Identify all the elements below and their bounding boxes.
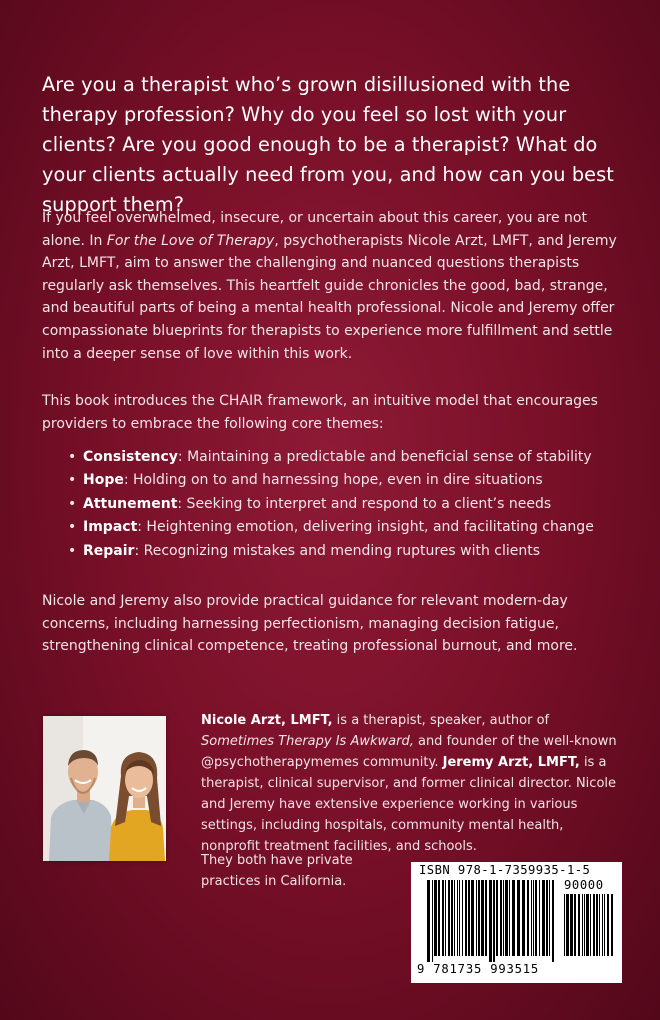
- barcode-bar: [471, 880, 474, 956]
- barcode-bar: [599, 894, 600, 956]
- barcode-bar: [584, 894, 585, 956]
- theme-description: : Recognizing mistakes and mending ruptures with clients: [134, 542, 541, 559]
- barcode-bar: [438, 880, 440, 956]
- theme-term: Repair: [83, 542, 135, 559]
- theme-description: : Heightening emotion, delivering insight, and facilitating change: [137, 519, 594, 536]
- theme-term: Impact: [83, 519, 138, 536]
- bio-private-practice: They both have private practices in California.: [201, 853, 353, 889]
- theme-item: [68, 516, 628, 539]
- bullet-icon: •: [68, 449, 77, 465]
- intro-text-start: If you feel overwhelmed, insecure, or uncertain about this career, you are not alone. In: [42, 210, 587, 249]
- barcode-bar: [517, 880, 520, 956]
- barcode-bar: [465, 880, 467, 956]
- barcode-bar: [496, 880, 498, 956]
- barcode-bar: [590, 894, 591, 956]
- barcode-bar: [586, 894, 589, 956]
- barcode-bar: [427, 880, 430, 962]
- barcode-bar: [468, 880, 470, 956]
- price-code: 90000: [564, 878, 604, 892]
- barcode-bar: [442, 880, 444, 956]
- barcode-bar: [570, 894, 573, 956]
- book-title: For the Love of Therapy: [106, 232, 275, 249]
- barcode-bars: [427, 880, 557, 962]
- isbn-number: ISBN 978-1-7359935-1-5: [419, 863, 591, 877]
- author-photo: [43, 716, 166, 861]
- barcode-bar: [531, 880, 532, 956]
- barcode-bar: [604, 894, 605, 956]
- barcode-bar: [539, 880, 540, 956]
- barcode-bar: [593, 894, 595, 956]
- barcode-bar: [448, 880, 450, 956]
- ean-digits: 9 781735 993515: [417, 962, 540, 976]
- barcode-bar: [478, 880, 480, 956]
- barcode-bar: [485, 880, 487, 956]
- barcode-bar: [462, 880, 463, 956]
- nicole-name: Nicole Arzt, LMFT,: [201, 713, 333, 728]
- theme-description: : Holding on to and harnessing hope, even in dire situations: [123, 472, 543, 489]
- barcode-bar: [481, 880, 484, 956]
- bullet-icon: •: [68, 472, 77, 489]
- barcode-bar: [451, 880, 453, 956]
- barcode-addon-bars: [564, 894, 616, 962]
- barcode-bar: [564, 894, 565, 956]
- jeremy-bio-text: is a therapist, clinical supervisor, and former clinical director. Nicole and Jeremy have extensive experience working in various settings, including hospitals, community mental health, nonprofit treatment facilities, and schools.: [201, 755, 617, 854]
- barcode-bar: [607, 894, 609, 956]
- barcode-bar: [566, 894, 569, 956]
- barcode-bar: [459, 880, 460, 956]
- barcode-bar: [533, 880, 534, 956]
- nicole-bio-text: is a therapist, speaker, author of: [332, 713, 550, 728]
- barcode-bar: [552, 880, 554, 962]
- jeremy-name: Jeremy Arzt, LMFT,: [442, 755, 580, 770]
- theme-item: [68, 540, 628, 563]
- theme-term: Hope: [83, 472, 124, 489]
- bullet-icon: •: [68, 519, 77, 536]
- chair-themes-list: [68, 446, 628, 563]
- barcode-bar: [578, 894, 580, 956]
- theme-item: [68, 493, 628, 516]
- barcode-bar: [489, 880, 492, 962]
- barcode-bar: [522, 880, 525, 956]
- hook-questions: Are you a therapist who’s grown disillusioned with the therapy profession? Why do you feel so lost with your clients? Are you good enough to be a therapist? What do your clients actually need from you, and how can you best support them?: [42, 73, 614, 216]
- theme-item: [68, 469, 628, 492]
- closing-paragraph: Nicole and Jeremy also provide practical guidance for relevant modern-day concerns, including harnessing perfectionism, managing decision fatigue, strengthening clinical competence, treating professional burnout, and more.: [42, 593, 578, 655]
- barcode-bar: [549, 880, 550, 956]
- barcode-bar: [505, 880, 508, 956]
- barcode-bar: [493, 880, 495, 962]
- barcode-bar: [500, 880, 502, 956]
- barcode-bar: [582, 894, 583, 956]
- theme-description: : Maintaining a predictable and beneficial sense of stability: [177, 449, 592, 465]
- nicole-bio-text-2: and founder of the well-known @psychotherapymemes community.: [201, 734, 617, 770]
- barcode-bar: [535, 880, 537, 956]
- barcode-bar: [503, 880, 504, 956]
- author-photo-illustration: [43, 716, 166, 861]
- barcode-bar: [611, 894, 613, 956]
- intro-paragraph: [42, 207, 632, 365]
- barcode-bar: [596, 894, 598, 956]
- barcode-bar: [602, 894, 603, 956]
- theme-term: Consistency: [83, 449, 178, 465]
- barcode-bar: [454, 880, 455, 956]
- bullet-icon: •: [68, 495, 77, 512]
- barcode-bar: [527, 880, 529, 956]
- barcode-bar: [546, 880, 548, 956]
- framework-intro: This book introduces the CHAIR framework, an intuitive model that encourages providers to embrace the following core themes:: [42, 393, 598, 432]
- theme-term: Attunement: [83, 495, 178, 512]
- barcode-bar: [432, 880, 433, 962]
- theme-description: : Seeking to interpret and respond to a client’s needs: [177, 495, 552, 512]
- theme-item: [68, 446, 628, 469]
- barcode-bar: [509, 880, 510, 956]
- intro-text-rest: , psychotherapists Nicole Arzt, LMFT, and Jeremy Arzt, LMFT, aim to answer the challenging and nuanced questions therapists regularly ask themselves. This heartfelt guide chronicles the good, bad, strange, and beautiful parts of being a mental health professional. Nicole and Jeremy offer compassionate blueprints for therapists to experience more fulfillment and settle into a deeper sense of love within this work.: [42, 232, 617, 362]
- author-bio: [201, 710, 621, 857]
- barcode-bar: [542, 880, 545, 956]
- nicole-book-title: Sometimes Therapy Is Awkward,: [201, 734, 414, 749]
- bullet-icon: •: [68, 542, 77, 559]
- barcode-bar: [457, 880, 458, 956]
- barcode-bar: [574, 894, 576, 956]
- barcode-bar: [434, 880, 437, 956]
- barcode-bar: [512, 880, 515, 956]
- barcode-bar: [476, 880, 477, 956]
- barcode-bar: [445, 880, 446, 956]
